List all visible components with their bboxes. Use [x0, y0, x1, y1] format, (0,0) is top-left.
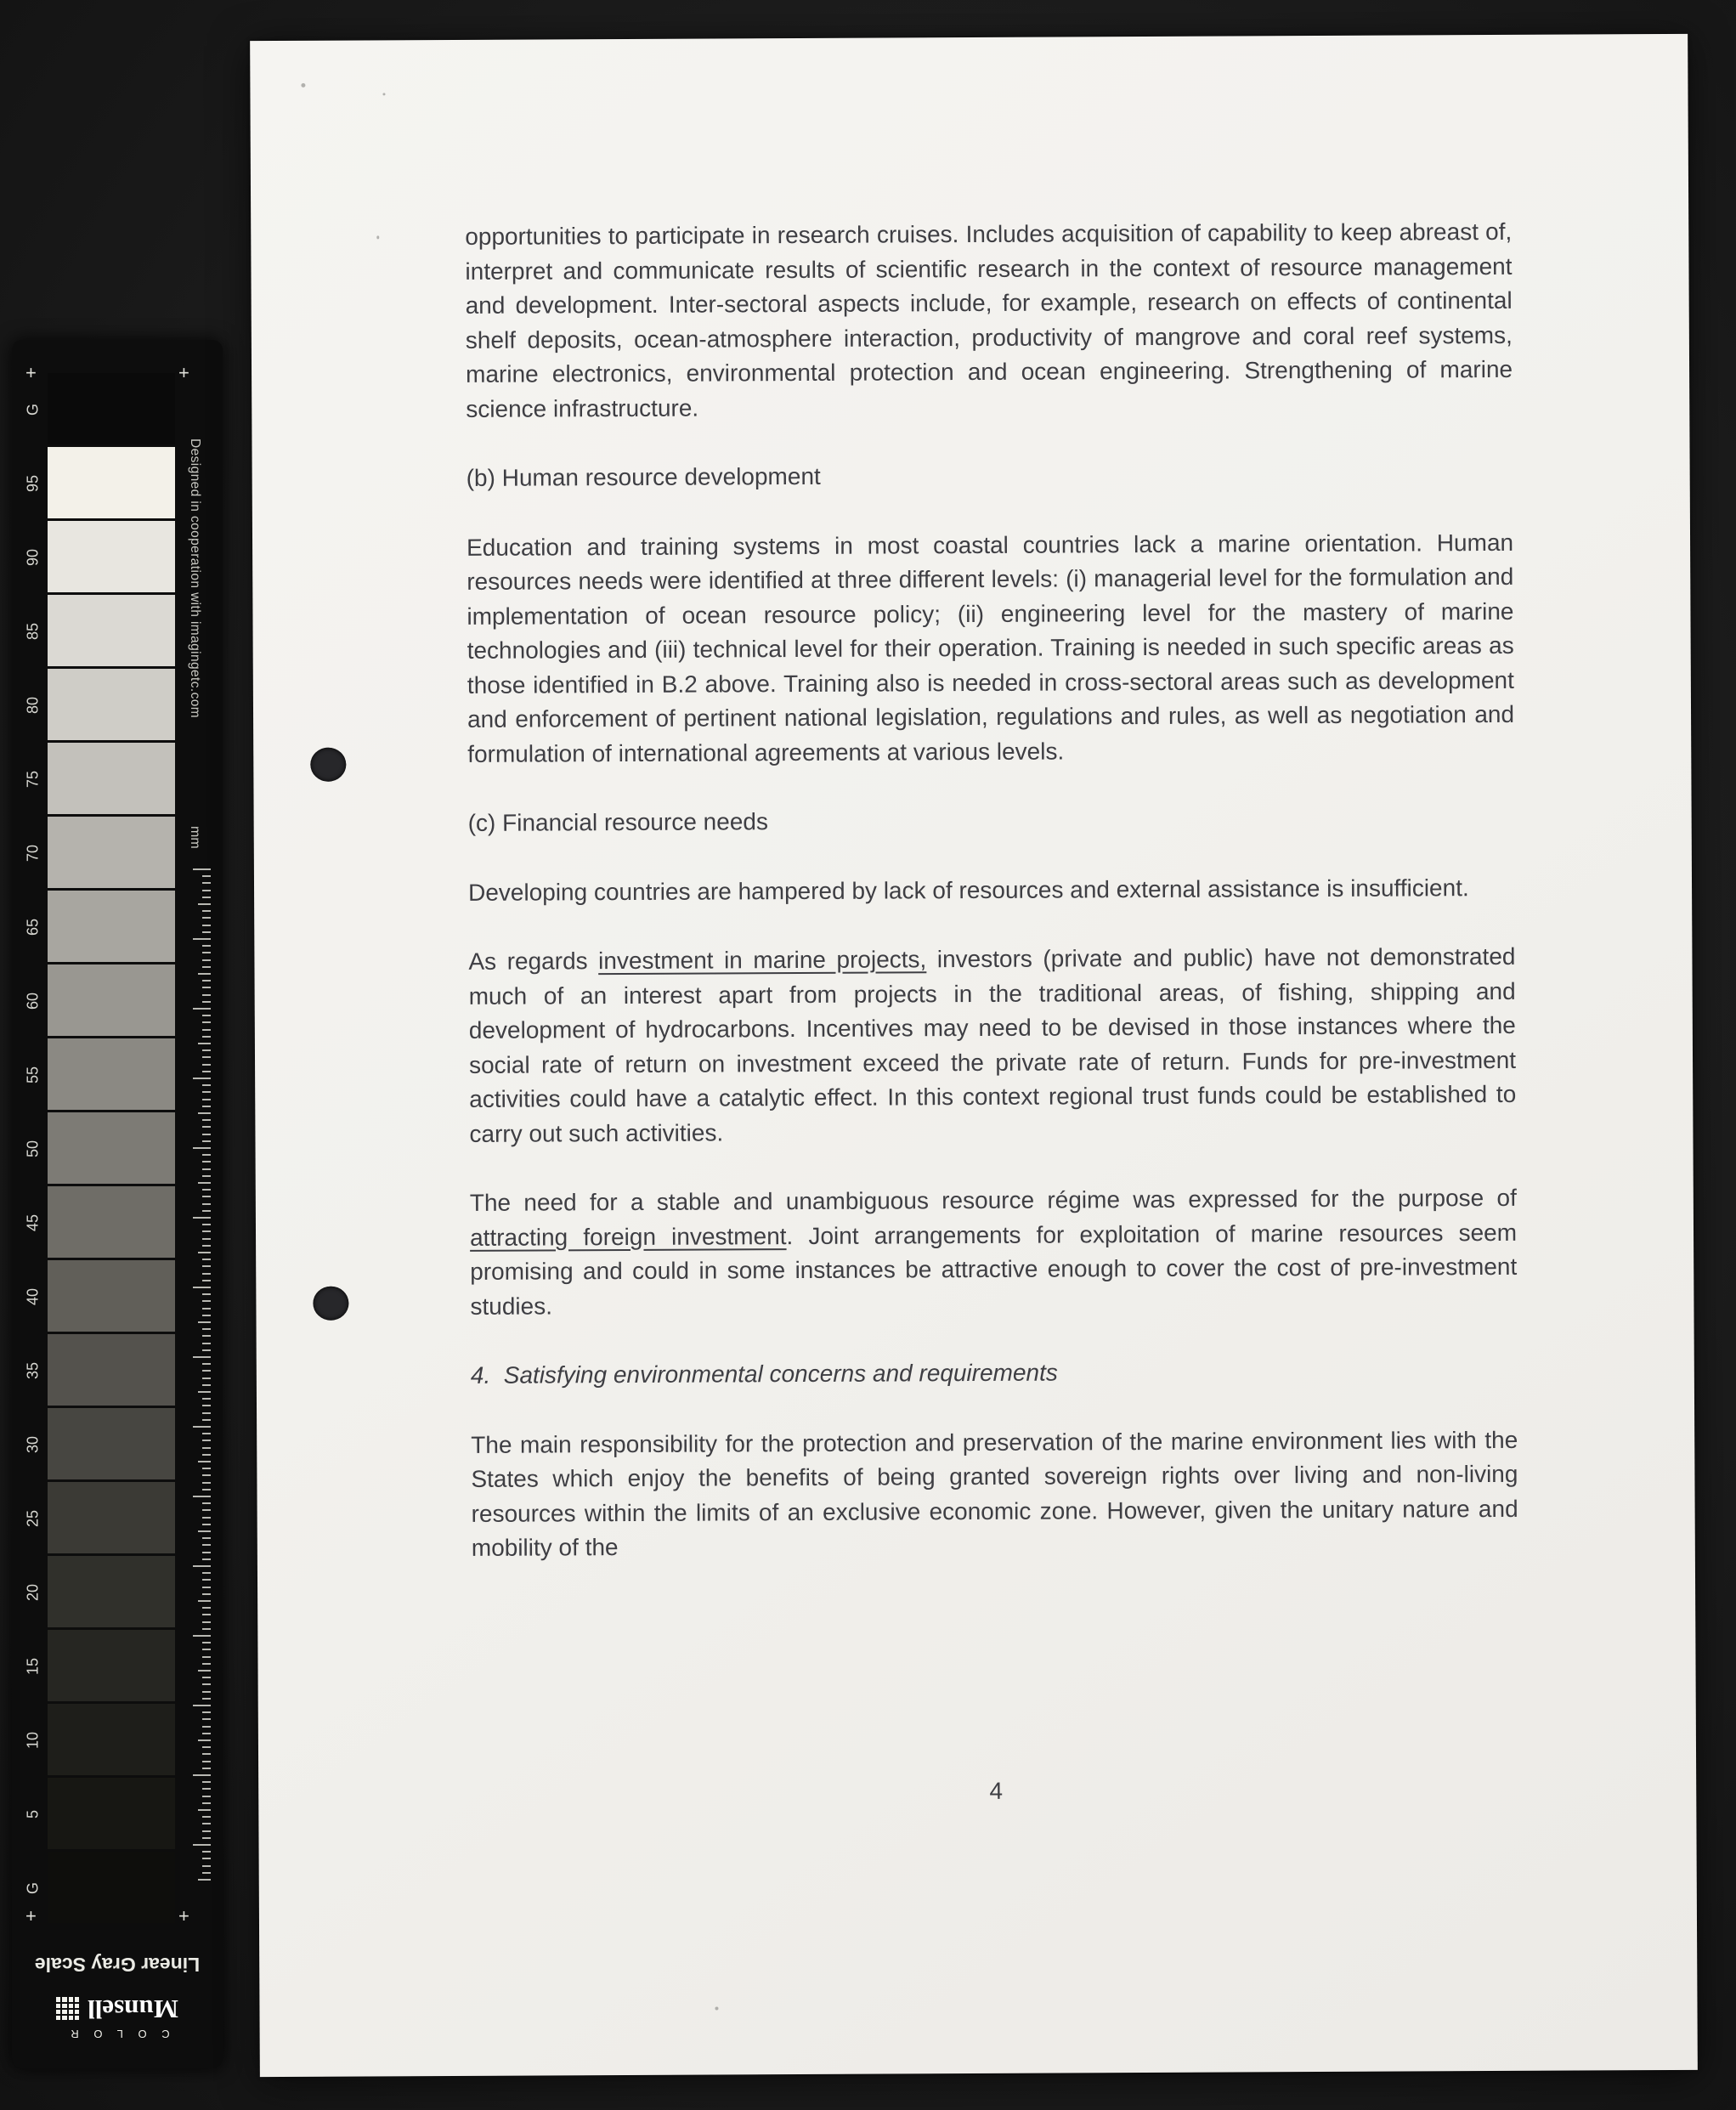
gray-patch-row — [24, 594, 175, 668]
registration-mark: + — [178, 1905, 189, 1926]
ruler-tick — [202, 1552, 211, 1553]
patch-label: 50 — [24, 1140, 42, 1157]
paragraph-continuation — [465, 215, 1513, 427]
ruler-tick — [198, 1391, 211, 1393]
ruler-tick — [202, 1537, 211, 1539]
ruler-tick — [202, 1161, 211, 1162]
patch-label: 20 — [24, 1583, 42, 1601]
ruler-tick — [202, 1482, 211, 1484]
underlined-text: attracting foreign investment — [469, 1222, 787, 1251]
ruler-tick — [202, 1001, 211, 1003]
ruler-tick — [202, 1370, 211, 1372]
page-footer — [472, 1757, 1519, 1811]
patch-label: 80 — [24, 696, 42, 714]
ruler-tick — [202, 1614, 211, 1615]
text-run: (b) Human resource development — [466, 462, 821, 491]
ruler-tick — [193, 1356, 211, 1358]
ruler-tick — [193, 1496, 211, 1497]
ruler-tick — [202, 1572, 211, 1574]
ruler-tick — [202, 882, 211, 884]
ruler-tick — [202, 1280, 211, 1281]
text-run: As regards — [468, 948, 599, 975]
ruler-tick — [193, 868, 211, 870]
patch-label: 65 — [24, 918, 42, 936]
grayscale-patches — [24, 372, 175, 1925]
ruler-tick — [202, 1134, 211, 1135]
ruler-tick — [202, 1265, 211, 1267]
gray-patch-row — [24, 1629, 175, 1703]
munsell-grid-icon — [56, 1998, 79, 2021]
ruler-tick — [193, 1147, 211, 1149]
ruler-tick — [202, 1698, 211, 1700]
patch-label: 60 — [24, 992, 42, 1010]
scan-speck — [382, 93, 385, 95]
ruler-tick — [202, 1349, 211, 1351]
munsell-wordmark-row — [56, 1994, 178, 2024]
patch-label: 5 — [24, 1809, 42, 1819]
ruler-tick — [202, 1440, 211, 1441]
ruler-tick — [202, 1056, 211, 1058]
gray-patch — [48, 447, 175, 518]
ruler-tick — [202, 980, 211, 981]
ruler-tick — [202, 1154, 211, 1156]
ruler-tick — [202, 1036, 211, 1038]
ruler-tick — [202, 1210, 211, 1212]
ruler-tick — [202, 1872, 211, 1874]
gray-patch — [48, 817, 175, 888]
gray-patch-row — [24, 372, 175, 446]
gray-patch — [48, 1038, 175, 1110]
ruler-tick — [202, 1335, 211, 1337]
ruler-tick — [202, 1851, 211, 1853]
ruler-tick — [202, 1245, 211, 1247]
ruler-tick — [202, 1308, 211, 1310]
gray-patch — [48, 1704, 175, 1775]
patch-label: 35 — [24, 1361, 42, 1379]
ruler-tick — [202, 1099, 211, 1100]
ruler-tick — [193, 1287, 211, 1288]
gray-patch — [48, 964, 175, 1036]
gray-patch-row — [24, 816, 175, 890]
ruler-tick — [202, 1509, 211, 1511]
ruler-tick — [202, 1753, 211, 1755]
ruler-tick — [202, 1377, 211, 1379]
gray-patch — [48, 373, 175, 444]
ruler-tick — [202, 1761, 211, 1762]
ruler-tick — [202, 1315, 211, 1316]
ruler-tick — [202, 1691, 211, 1693]
patch-label: 55 — [24, 1066, 42, 1083]
text-run: (c) Financial resource needs — [467, 808, 769, 836]
document-body — [465, 215, 1518, 1601]
gray-patch-row — [24, 1038, 175, 1112]
ruler-tick — [202, 1029, 211, 1031]
gray-patch — [48, 1112, 175, 1184]
gray-patch-row — [24, 742, 175, 816]
text-run: Education and training systems in most coastal countries lack a marine orientation. Human resources needs were identified at three different levels: (i) managerial level for the formulation and implementation of ocean resource policy; (ii) engineering level for the mastery of marine technologies and (iii) technical level for their operation. Training is needed in such specific areas as those identified in B.2 above. Training also is needed in cross-sectoral areas such as development and enforcement of pertinent national legislation, regulations and rules, as well as negotiation and formulation of international agreements at various levels. — [466, 529, 1515, 767]
ruler-tick — [202, 1474, 211, 1476]
patch-label: G — [24, 403, 42, 416]
scan-speck — [715, 2006, 718, 2010]
text-run: The need for a stable and unambiguous resource régime was expressed for the purpose of — [469, 1184, 1517, 1216]
registration-mark: + — [25, 1905, 37, 1926]
ruler-tick — [202, 1726, 211, 1728]
ruler-tick — [202, 1502, 211, 1504]
punch-hole — [313, 1287, 348, 1321]
ruler-tick — [202, 1168, 211, 1170]
section-heading-c — [468, 801, 1515, 841]
ruler-tick — [202, 890, 211, 891]
ruler-tick — [198, 1461, 211, 1462]
text-run: opportunities to participate in research cruises. Includes acquisition of capability to keep abreast of, interpret and communicate results of scientific research in the context of resource management and development. Inter-sectoral aspects include, for example, research on effects of continental shelf deposits, ocean-atmosphere interaction, productivity of mangrove and coral reef systems, marine electronics, environmental protection and ocean engineering. Strengthening of marine science infrastructure. — [465, 218, 1513, 422]
ruler-tick — [202, 1433, 211, 1434]
gray-patch — [48, 595, 175, 666]
section-heading-4 — [471, 1354, 1518, 1394]
registration-mark: + — [178, 362, 189, 383]
ruler-tick — [202, 1064, 211, 1066]
gray-patch-row — [24, 1481, 175, 1555]
patch-label: 75 — [24, 770, 42, 788]
ruler-tick — [202, 1126, 211, 1128]
patch-label: 95 — [24, 474, 42, 492]
ruler-tick — [202, 1119, 211, 1121]
ruler-tick — [202, 1384, 211, 1386]
ruler-tick — [202, 994, 211, 996]
ruler-tick — [202, 1830, 211, 1832]
gray-patch — [48, 1260, 175, 1332]
ruler-tick — [202, 910, 211, 912]
ruler-tick — [198, 1182, 211, 1184]
ruler-tick — [202, 1544, 211, 1546]
text-run: The main responsibility for the protection and preservation of the marine environment lies with the States which enjoy the benefits of being granted sovereign rights over living and non-living resources within the limits of an exclusive economic zone. However, given the unitary nature and mobility of the — [471, 1426, 1518, 1561]
ruler-tick — [202, 1816, 211, 1818]
ruler-tick — [202, 945, 211, 947]
paragraph-investment — [468, 940, 1516, 1151]
ruler-tick — [202, 1718, 211, 1720]
patch-label: 45 — [24, 1213, 42, 1231]
ruler-tick — [202, 1140, 211, 1142]
ruler-tick — [193, 1008, 211, 1010]
ruler-tick — [202, 1517, 211, 1519]
ruler-tick — [202, 1273, 211, 1275]
text-run: Developing countries are hampered by lack of resources and external assistance is insufficient. — [467, 874, 1469, 906]
ruler-tick — [198, 1600, 211, 1602]
ruler-tick — [202, 1447, 211, 1449]
ruler-tick — [202, 1049, 211, 1051]
patch-label: G — [24, 1881, 42, 1894]
gray-patch — [48, 1408, 175, 1479]
ruler-unit-label: mm — [188, 826, 202, 849]
ruler-tick — [202, 1238, 211, 1240]
gray-patch — [48, 1186, 175, 1258]
ruler-tick — [198, 1043, 211, 1044]
underlined-text: investment in marine projects, — [598, 946, 927, 975]
ruler-tick — [202, 1649, 211, 1650]
ruler-tick — [202, 1663, 211, 1665]
gray-patch-row — [24, 520, 175, 594]
document-page — [250, 34, 1698, 2077]
paragraph-environment — [471, 1423, 1518, 1565]
ruler-tick — [202, 1823, 211, 1824]
ruler-tick — [202, 959, 211, 961]
ruler-tick — [202, 1106, 211, 1107]
ruler-tick — [202, 1802, 211, 1804]
gray-patch — [48, 1852, 175, 1923]
ruler-tick — [202, 897, 211, 898]
ruler-tick — [198, 1112, 211, 1114]
calibration-strip — [12, 340, 223, 2068]
patch-label: 15 — [24, 1657, 42, 1675]
ruler-tick — [202, 1677, 211, 1678]
ruler-tick — [193, 938, 211, 940]
ruler-tick — [202, 1607, 211, 1609]
ruler-tick — [202, 1587, 211, 1588]
text-run: . Joint arrangements for exploitation of marine resources seem promising and could in some instances be attractive enough to cover the cost of pre-investment studies. — [470, 1219, 1518, 1320]
vendor-credit-text: Designed in cooperation with imagingetc.com — [188, 438, 202, 719]
ruler-tick — [202, 1628, 211, 1630]
patch-label: 40 — [24, 1287, 42, 1305]
ruler-tick — [193, 1635, 211, 1637]
ruler-tick — [198, 1530, 211, 1532]
ruler-tick — [202, 1405, 211, 1406]
gray-patch — [48, 1778, 175, 1849]
scan-speck — [301, 83, 305, 88]
ruler-tick — [202, 1454, 211, 1456]
ruler-tick — [202, 1711, 211, 1713]
gray-patch-row — [24, 1333, 175, 1407]
ruler-tick — [198, 1252, 211, 1253]
ruler-tick — [202, 1189, 211, 1191]
gray-patch — [48, 743, 175, 814]
punch-hole — [310, 748, 346, 782]
gray-patch — [48, 521, 175, 592]
gray-patch-row — [24, 668, 175, 742]
ruler-tick — [198, 1879, 211, 1881]
gray-patch-row — [24, 1851, 175, 1925]
ruler-tick — [202, 1865, 211, 1867]
ruler-tick — [202, 1398, 211, 1400]
ruler-tick — [202, 1293, 211, 1295]
scan-speck — [376, 235, 379, 239]
page-number: 4 — [989, 1777, 1004, 1804]
ruler-tick — [202, 1796, 211, 1797]
gray-patch-row — [24, 964, 175, 1038]
ruler-tick — [202, 931, 211, 933]
ruler-tick — [202, 1837, 211, 1839]
ruler-tick — [202, 1071, 211, 1072]
ruler-tick — [202, 1489, 211, 1491]
gray-patch-row — [24, 1407, 175, 1481]
ruler-tick — [202, 1683, 211, 1685]
gray-patch — [48, 1630, 175, 1701]
gray-patch-row — [24, 890, 175, 964]
gray-patch-row — [24, 1112, 175, 1185]
munsell-wordmark: Munsell — [88, 1994, 178, 2024]
ruler-tick — [202, 875, 211, 877]
mm-ruler — [178, 868, 216, 1885]
ruler-tick — [202, 1768, 211, 1769]
ruler-tick — [193, 1217, 211, 1219]
ruler-tick — [202, 1091, 211, 1093]
ruler-tick — [202, 1621, 211, 1623]
ruler-tick — [202, 1733, 211, 1734]
ruler-tick — [202, 952, 211, 953]
ruler-tick — [202, 1224, 211, 1225]
gray-patch-row — [24, 1259, 175, 1333]
ruler-tick — [193, 1844, 211, 1846]
ruler-tick — [202, 1468, 211, 1469]
gray-patch-row — [24, 1777, 175, 1851]
paragraph-education — [467, 525, 1514, 772]
patch-label: 70 — [24, 844, 42, 862]
ruler-tick — [202, 925, 211, 926]
ruler-tick — [202, 1858, 211, 1859]
ruler-tick — [202, 1746, 211, 1748]
munsell-logo — [12, 1994, 223, 2040]
section-heading-b — [467, 456, 1513, 496]
ruler-tick — [198, 1809, 211, 1811]
ruler-tick — [202, 1579, 211, 1581]
ruler-tick — [202, 1328, 211, 1330]
ruler-tick — [202, 1015, 211, 1016]
ruler-tick — [202, 1781, 211, 1783]
ruler-tick — [202, 1343, 211, 1344]
gray-patch — [48, 891, 175, 962]
registration-mark: + — [25, 362, 37, 383]
ruler-tick — [202, 1558, 211, 1560]
ruler-tick — [198, 973, 211, 975]
ruler-tick — [193, 1705, 211, 1706]
ruler-tick — [202, 1259, 211, 1260]
ruler-tick — [202, 1363, 211, 1365]
ruler-tick — [202, 1524, 211, 1525]
ruler-tick — [193, 1774, 211, 1776]
patch-label: 90 — [24, 548, 42, 566]
patch-label: 10 — [24, 1731, 42, 1749]
ruler-tick — [202, 917, 211, 919]
gray-patch-row — [24, 1555, 175, 1629]
ruler-tick — [198, 1670, 211, 1672]
patch-label: 30 — [24, 1435, 42, 1453]
ruler-tick — [202, 1175, 211, 1177]
linear-gray-scale-label: Linear Gray Scale — [34, 1954, 201, 1976]
ruler-tick — [202, 1642, 211, 1643]
gray-patch — [48, 1334, 175, 1406]
text-run: investors (private and public) have not demonstrated much of an interest apart from projects in the traditional areas, of fishing, shipping and development of hydrocarbons. Incentives may need to be devised in those instances where the social rate of return on investment exceed the private rate of return. Funds for pre-investment activities could have a catalytic effect. In this context regional trust funds could be established to carry out such activities. — [468, 942, 1517, 1147]
ruler-tick — [202, 1084, 211, 1086]
ruler-tick — [202, 966, 211, 968]
ruler-tick — [193, 1426, 211, 1428]
ruler-tick — [198, 1739, 211, 1741]
gray-patch — [48, 669, 175, 740]
ruler-tick — [202, 1203, 211, 1205]
ruler-tick — [193, 1565, 211, 1567]
ruler-tick — [193, 1078, 211, 1079]
ruler-tick — [202, 1593, 211, 1595]
gray-patch — [48, 1482, 175, 1553]
munsell-color-label: C O L O R — [65, 2028, 170, 2040]
text-run: 4. Satisfying environmental concerns and requirements — [470, 1359, 1058, 1389]
ruler-tick — [198, 903, 211, 905]
gray-patch-row — [24, 446, 175, 520]
paragraph-regime — [470, 1181, 1518, 1324]
gray-patch-row — [24, 1703, 175, 1777]
gray-patch-row — [24, 1185, 175, 1259]
ruler-tick — [198, 1321, 211, 1323]
ruler-tick — [202, 1656, 211, 1658]
ruler-tick — [202, 987, 211, 988]
ruler-tick — [202, 1196, 211, 1197]
gray-patch — [48, 1556, 175, 1627]
patch-label: 25 — [24, 1509, 42, 1527]
patch-label: 85 — [24, 622, 42, 640]
paragraph-developing-countries — [468, 870, 1515, 910]
ruler-tick — [202, 1419, 211, 1421]
ruler-tick — [202, 1300, 211, 1302]
ruler-tick — [202, 1230, 211, 1232]
ruler-tick — [202, 1412, 211, 1414]
ruler-tick — [202, 1021, 211, 1023]
ruler-tick — [202, 1788, 211, 1790]
